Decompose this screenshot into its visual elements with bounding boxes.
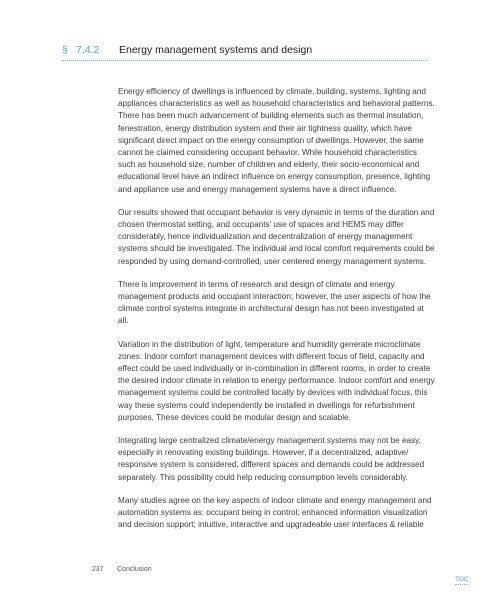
heading-dotted-rule [62, 60, 428, 61]
toc-link[interactable]: TOC [455, 576, 469, 583]
footer-section-label: Conclusion [117, 566, 152, 573]
paragraph-1: Energy efficiency of dwellings is influenced by climate, building, systems, lighting and appliances characteristics as well as household characteristics and behavioral patterns. There has been much advancement of building elements such as thermal insulation, fenestration, energy distribution system and their air tightness quality, which have significant direct impact on the energy consumption of dwellings. However, the same cannot be claimed considering occupant behavior. While household characteristics such as household size, number of children and elderly, their socio-economical and educational level have an indirect influence on energy consumption, presence, lighting and appliance use and energy management systems have a direct influence. [118, 87, 435, 194]
body-text [118, 86, 436, 543]
section-heading [62, 44, 428, 64]
section-symbol: § [62, 44, 68, 56]
page-number: 237 [92, 566, 104, 573]
paragraph-2: Our results showed that occupant behavior is very dynamic in terms of the duration and chosen thermostat setting, and occupants’ use of spaces and HEMS may differ considerably, hence individualization and decentralization of energy management systems should be investigated. The individual and local comfort requirements could be responded by using demand-controlled, user centered energy management systems. [118, 207, 435, 266]
paragraph-4: Variation in the distribution of light, temperature and humidity generate microclimate zones. Indoor comfort management devices with different focus of field, capacity and effect could be used individually or in-combination in different rooms, in order to create the desired indoor climate in relation to energy performance. Indoor comfort and energy management systems could be controlled locally by devices with individual focus, this way these systems could independently be installed in dwellings for refurbishment purposes. These devices could be modular design and scalable. [118, 339, 435, 422]
section-title: Energy management systems and design [119, 44, 313, 56]
paragraph-5: Integrating large centralized climate/energy management systems may not be easy, especially in renovating existing buildings. However, if a decentralized, adaptive/ responsive system is considered, different spaces and demands could be addressed separately. This possibility could help reducing consumption levels considerably. [118, 436, 425, 482]
section-number: 7.4.2 [76, 44, 100, 56]
paragraph-3: There is improvement in terms of research and design of climate and energy management products and occupant interaction; however, the user aspects of how the climate control systems integrate in architectural design has not been investigated at all. [118, 279, 431, 326]
paragraph-6: Many studies agree on the key aspects of indoor climate and energy management and automation systems as: occupant being in control; enhanced information visualization and decision support; intuitive, interactive and upgradeable user interfaces & reliable [118, 495, 432, 530]
